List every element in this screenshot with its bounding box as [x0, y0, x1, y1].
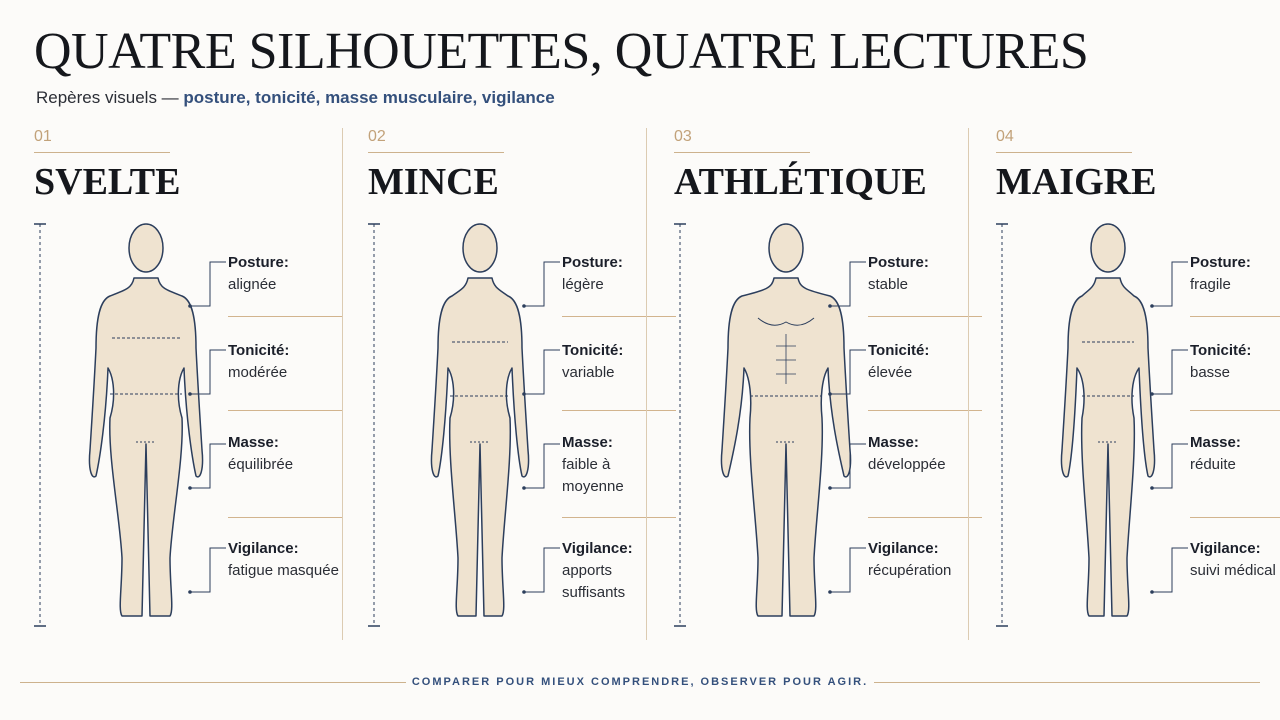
profile-column-athletique	[674, 120, 974, 650]
attribute-separator	[562, 410, 676, 411]
header-rule	[34, 152, 170, 153]
connector-bracket	[190, 262, 226, 306]
profile-number: 02	[368, 128, 386, 145]
attribute-label: Masse:	[562, 434, 613, 451]
attribute-separator	[228, 517, 342, 518]
connector-dot	[522, 304, 526, 308]
attribute-separator	[228, 410, 342, 411]
attribute-value: développée	[868, 456, 946, 473]
attribute-item	[1190, 252, 1280, 296]
attribute-label: Masse:	[868, 434, 919, 451]
attribute-label: Vigilance:	[228, 540, 299, 557]
attribute-item	[228, 432, 378, 476]
attribute-label: Vigilance:	[562, 540, 633, 557]
attribute-value: fragile	[1190, 276, 1231, 293]
attribute-value: équilibrée	[228, 456, 294, 473]
attribute-separator	[868, 410, 982, 411]
connector-dot	[188, 392, 192, 396]
connector-dot	[1150, 590, 1154, 594]
attribute-separator	[562, 316, 676, 317]
attribute-label: Vigilance:	[868, 540, 939, 557]
connector-dot	[522, 590, 526, 594]
attribute-value: légère	[562, 276, 604, 293]
attribute-value: réduite	[1190, 456, 1236, 473]
connector-dot	[188, 304, 192, 308]
attribute-separator	[562, 517, 676, 518]
attribute-item	[1190, 340, 1280, 384]
column-divider	[342, 128, 343, 640]
connector-bracket	[1152, 444, 1188, 488]
connector-dot	[522, 486, 526, 490]
profile-number: 01	[34, 128, 52, 145]
attribute-item	[228, 538, 378, 582]
connector-bracket	[1152, 548, 1188, 592]
body-shape	[431, 278, 528, 616]
page-title: QUATRE SILHOUETTES, QUATRE LECTURES	[34, 23, 1089, 80]
connector-bracket	[190, 548, 226, 592]
profile-number: 03	[674, 128, 692, 145]
attribute-value: faible à moyenne	[562, 456, 624, 495]
connector-bracket	[524, 262, 560, 306]
connector-dot	[188, 590, 192, 594]
page-subtitle	[36, 88, 555, 108]
attribute-label: Tonicité:	[562, 342, 624, 359]
attribute-value: modérée	[228, 364, 288, 381]
connector-bracket	[524, 350, 560, 394]
connector-bracket	[1152, 262, 1188, 306]
connector-dot	[828, 392, 832, 396]
attribute-value: alignée	[228, 276, 277, 293]
head-shape	[1091, 224, 1125, 272]
body-shape	[89, 278, 202, 616]
attribute-value: fatigue masquée	[228, 562, 339, 579]
subtitle-prefix: Repères visuels —	[36, 88, 184, 107]
header-rule	[996, 152, 1132, 153]
attribute-value: suivi médical	[1190, 562, 1276, 579]
profile-name: MINCE	[368, 161, 499, 203]
attribute-separator	[1190, 410, 1280, 411]
attribute-separator	[1190, 517, 1280, 518]
profile-name: ATHLÉTIQUE	[674, 161, 927, 203]
connector-dot	[1150, 486, 1154, 490]
attribute-value: stable	[868, 276, 909, 293]
profile-column-maigre	[996, 120, 1280, 650]
attribute-label: Posture:	[1190, 254, 1251, 271]
profile-name: SVELTE	[34, 161, 181, 203]
attribute-item	[228, 252, 378, 296]
profile-name: MAIGRE	[996, 161, 1157, 203]
attribute-value: récupération	[868, 562, 952, 579]
attribute-label: Masse:	[228, 434, 279, 451]
connector-bracket	[830, 548, 866, 592]
head-shape	[769, 224, 803, 272]
header-rule	[674, 152, 810, 153]
attribute-label: Vigilance:	[1190, 540, 1261, 557]
profile-column-mince	[368, 120, 668, 650]
attribute-label: Posture:	[228, 254, 289, 271]
connector-bracket	[524, 444, 560, 488]
connector-dot	[1150, 392, 1154, 396]
attribute-label: Masse:	[1190, 434, 1241, 451]
attribute-separator	[868, 517, 982, 518]
attribute-label: Posture:	[868, 254, 929, 271]
connector-dot	[828, 304, 832, 308]
connector-dot	[828, 486, 832, 490]
profile-column-svelte	[34, 120, 339, 650]
attribute-label: Tonicité:	[228, 342, 290, 359]
connector-dot	[828, 590, 832, 594]
body-shape	[1061, 278, 1154, 616]
attribute-item	[228, 340, 378, 384]
attribute-separator	[228, 316, 342, 317]
body-shape	[721, 278, 850, 616]
attribute-value: élevée	[868, 364, 913, 381]
attribute-label: Tonicité:	[1190, 342, 1252, 359]
column-divider	[646, 128, 647, 640]
attribute-item	[1190, 432, 1280, 476]
profile-number: 04	[996, 128, 1014, 145]
connector-dot	[1150, 304, 1154, 308]
attribute-value: variable	[562, 364, 615, 381]
attribute-label: Tonicité:	[868, 342, 930, 359]
footer-tagline: COMPARER POUR MIEUX COMPRENDRE, OBSERVER POUR AGIR.	[411, 676, 869, 688]
subtitle-highlight: posture, tonicité, masse musculaire, vigilance	[183, 88, 555, 107]
connector-dot	[522, 392, 526, 396]
header-rule	[368, 152, 504, 153]
column-divider	[968, 128, 969, 640]
attribute-item	[1190, 538, 1280, 582]
attribute-value: basse	[1190, 364, 1231, 381]
attribute-separator	[868, 316, 982, 317]
head-shape	[463, 224, 497, 272]
connector-bracket	[524, 548, 560, 592]
attribute-separator	[1190, 316, 1280, 317]
head-shape	[129, 224, 163, 272]
connector-dot	[188, 486, 192, 490]
connector-bracket	[1152, 350, 1188, 394]
attribute-label: Posture:	[562, 254, 623, 271]
attribute-value: apports suffisants	[562, 562, 626, 601]
